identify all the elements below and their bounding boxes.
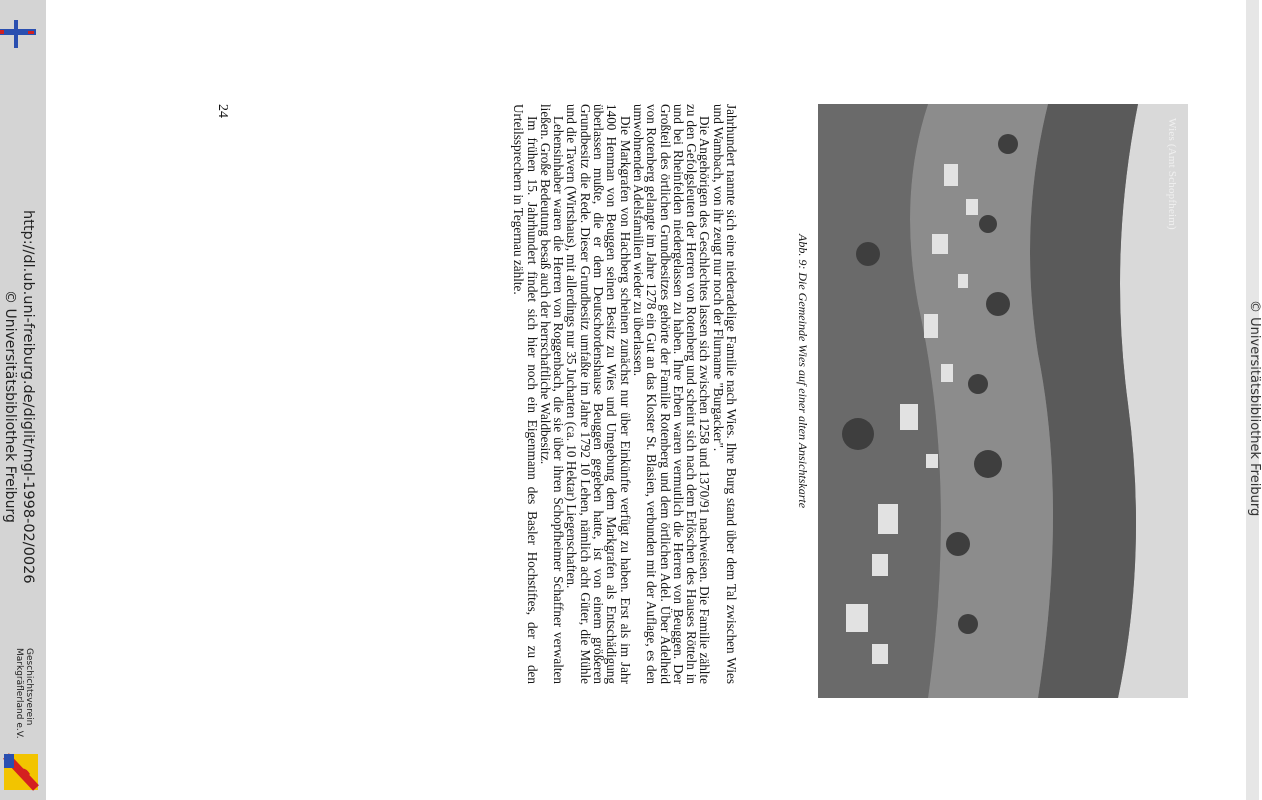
crest-icon	[4, 754, 38, 790]
paragraph-1: Jahrhundert nannte sich eine niederadelige Familie nach Wies. Ihre Burg stand über dem Tal zwischen Wies und Wambach, von ihr zeugt nur noch der Flurname "Burgacker".	[710, 104, 739, 684]
left-margin-bar	[0, 0, 46, 800]
color-registration-mark-icon	[0, 20, 40, 50]
paragraph-5: Im frühen 15. Jahrhundert findet sich hier noch ein Eigenmann des Basler Hochstiftes, der zu den Urteilssprechern in Tegernau zählte.	[511, 104, 540, 684]
postcard-photo	[818, 104, 1188, 698]
society-name	[14, 648, 34, 739]
figure-caption: Abb. 9: Die Gemeinde Wies auf einer alten Ansichtskarte	[796, 234, 810, 509]
paragraph-3: Die Markgrafen von Hachberg scheinen zunächst nur über Einkünfte verfügt zu haben. Erst als im Jahr 1400 Henman von Beuggen seinen Besitz zu Wies und Umgebung dem Markgrafen als Entschädigung überlassen mußte, die er dem Deutschordenshause Beuggen gegeben hatte, ist von einem größeren Grundbesitz die Rede. Dieser Grundbesitz umfaßte im Jahre 1792 10 Lehen, nämlich acht Güter, die Mühle und die Tavern (Wirtshaus), mit allerdings nur 35 Jucharten (ca. 10 Hektar) Liegenschaften.	[564, 104, 633, 684]
paragraph-4: Lehensinhaber waren die Herren von Roggenbach, die sie über ihren Schopfheimer Schaffner verwalten ließen. Große Bedeutung besaß auch der herrschaftliche Waldbesitz.	[537, 104, 567, 684]
village-landscape-image	[818, 104, 1188, 698]
body-text	[512, 104, 738, 684]
society-line-1: Geschichtsverein	[24, 648, 34, 726]
page-number: 24	[215, 104, 230, 118]
society-line-2: Markgräflerland e.V.	[14, 648, 24, 739]
rotated-page-content	[215, 104, 1178, 684]
paragraph-2: Die Angehörigen des Geschlechtes lassen sich zwischen 1258 und 1370/91 nachweisen. Die Familie zählte zu den Gefolgsleuten der Herren von Rotenberg und scheint sich nach dem Erlöschen des Hauses Rötteln in und bei Rheinfelden niedergelassen zu haben. Ihre Erben waren vermutlich die Herren von Beuggen. Der Großteil des örtlichen Grundbesitzes gehörte der Familie Rotenberg und dem örtlichen Adel. Über Adelheid von Rotenberg gelangte im Jahre 1278 ein Gut an das Kloster St. Blasien, verbunden mit der Auflage, es den umwohnenden Adelsfamilien wieder zu überlassen.	[630, 104, 713, 684]
right-edge-copyright: © Universitätsbibliothek Freiburg	[1247, 300, 1262, 517]
source-url[interactable]: http://dl.ub.uni-freiburg.de/diglit/mgl-1998-02/0026	[20, 210, 36, 584]
photo-label: Wies (Amt Schopfheim)	[1166, 118, 1178, 230]
document-page	[46, 0, 1246, 800]
copyright-notice: © Universitätsbibliothek Freiburg	[2, 290, 18, 523]
